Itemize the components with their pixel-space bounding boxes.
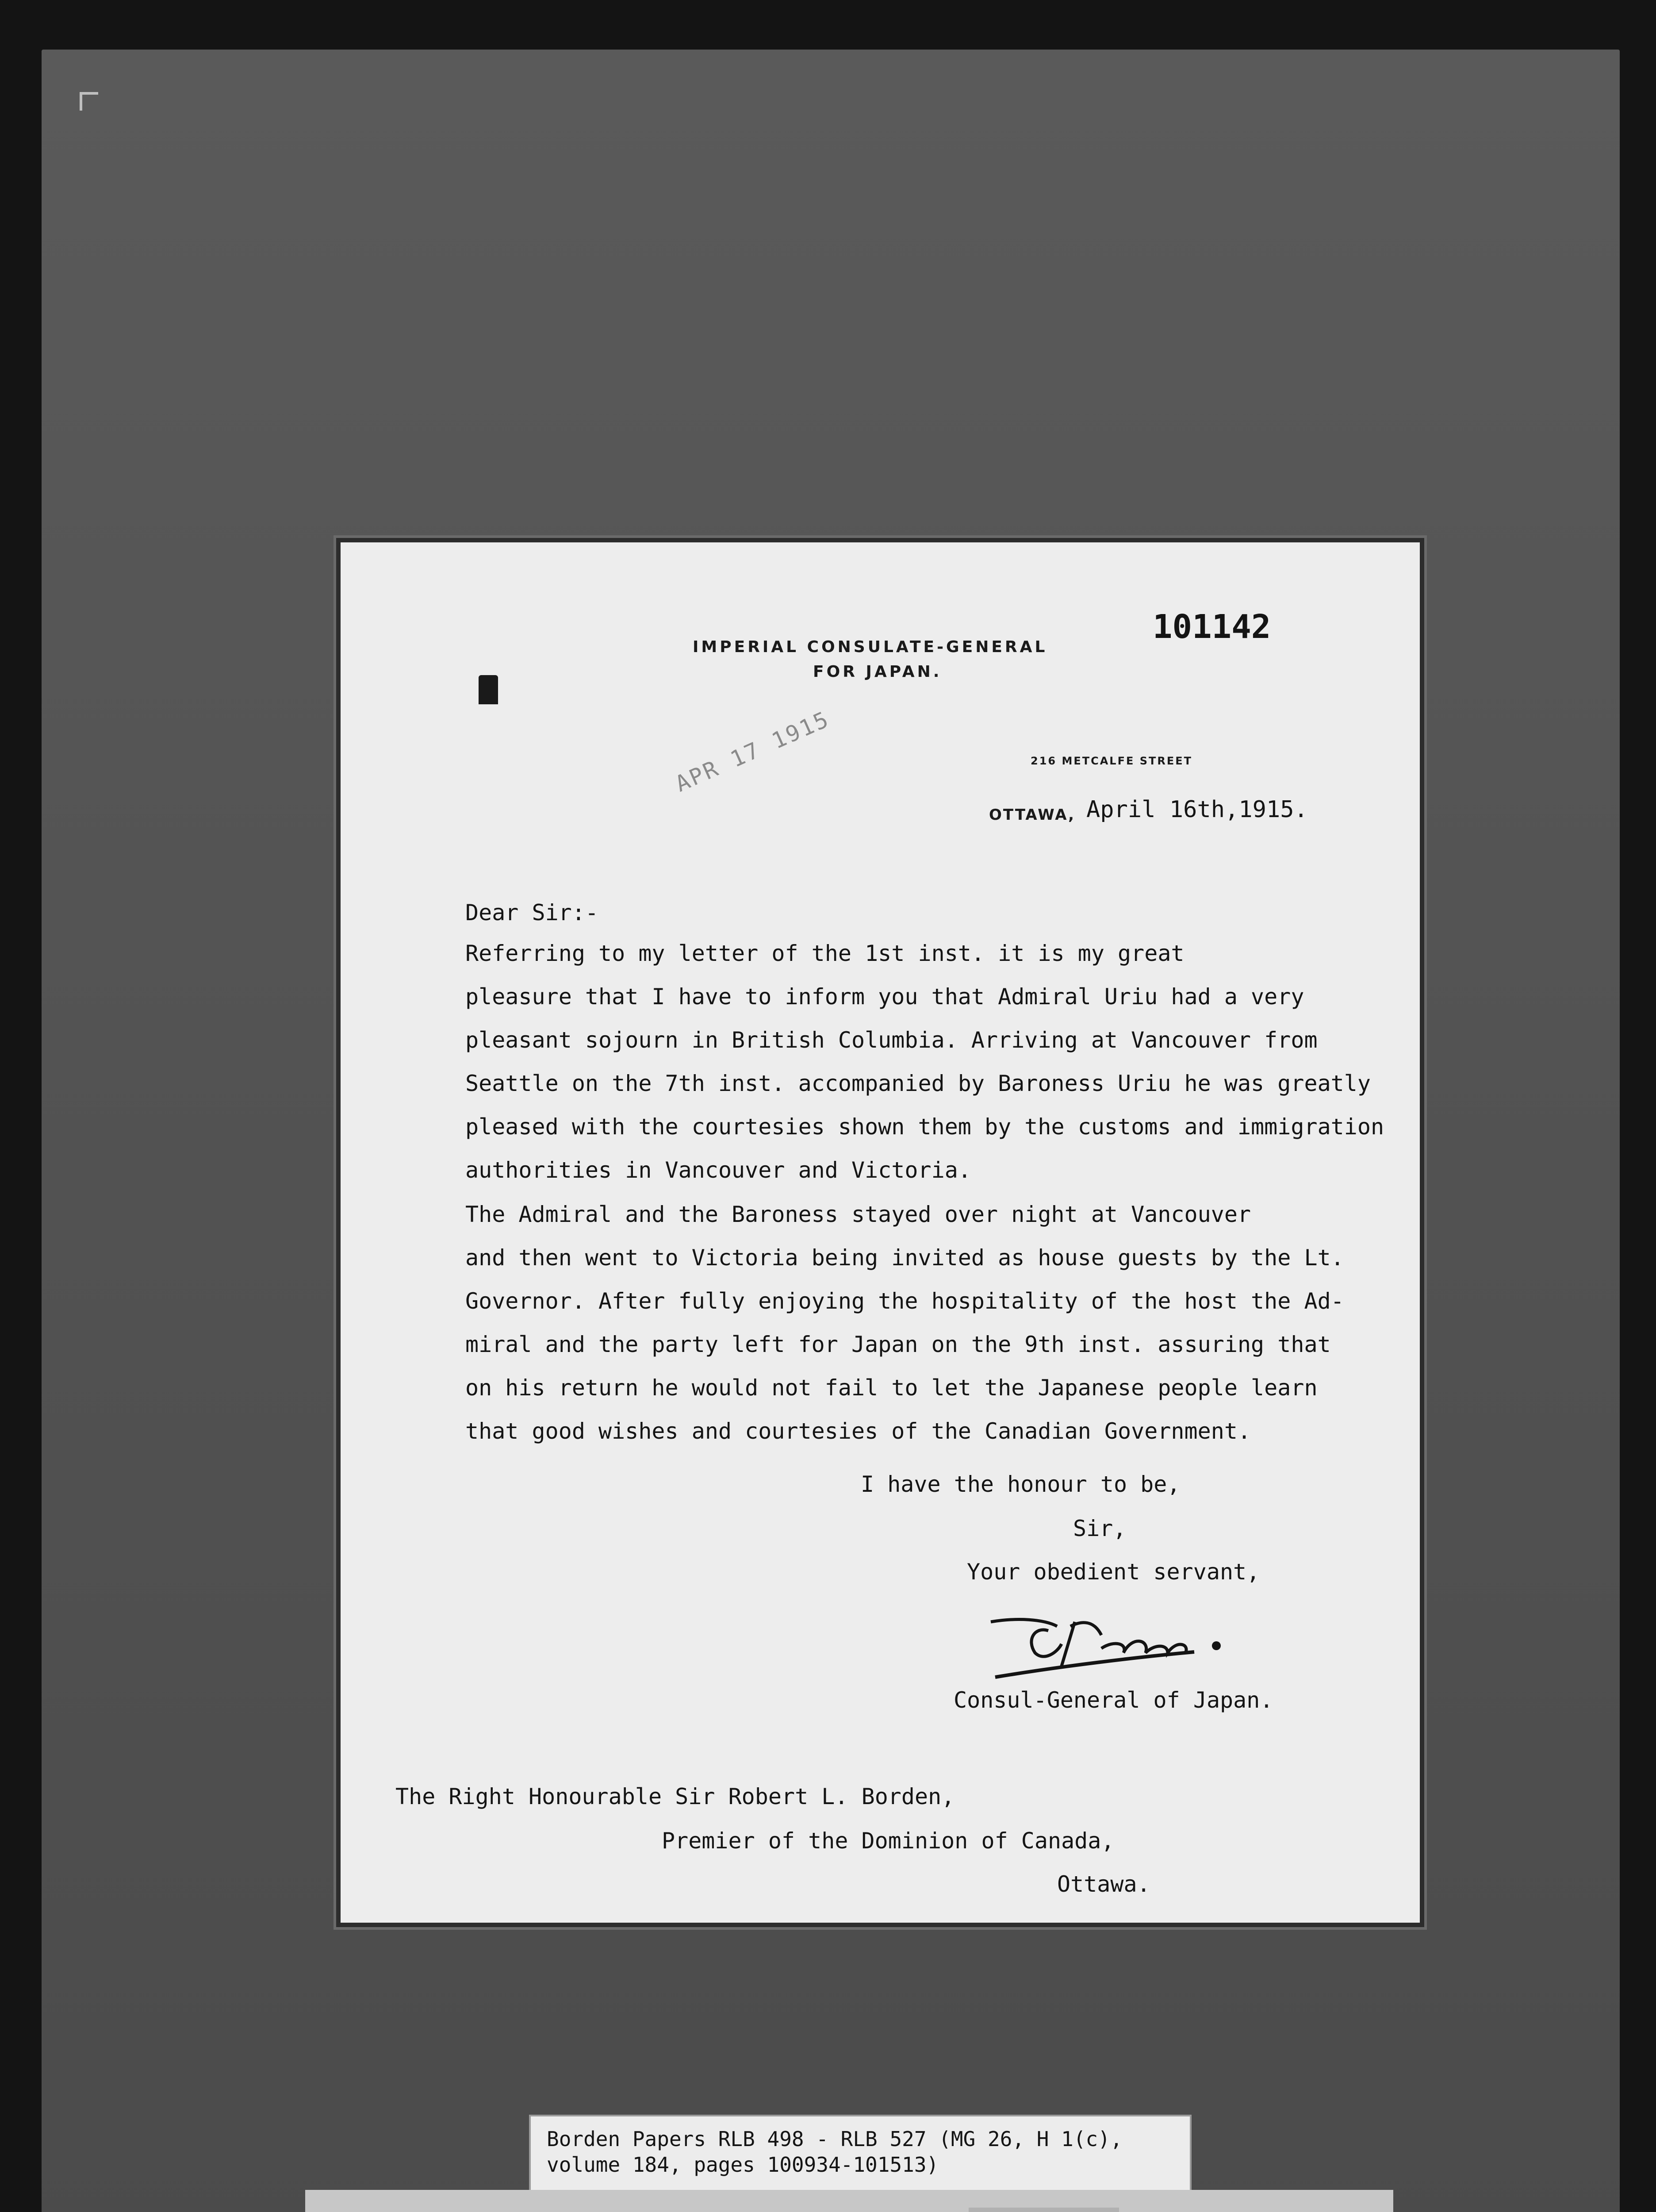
signature-icon [982,1600,1247,1684]
frame-corner-mark [80,92,98,111]
salutation: Dear Sir:- [465,900,599,926]
received-date-stamp: APR 17 1915 [671,706,834,797]
letter-body [465,941,1403,1560]
body-line: authorities in Vancouver and Victoria. [465,1157,971,1183]
reference-line-1: Borden Papers RLB 498 - RLB 527 (MG 26, H 1(c), [547,2127,1123,2151]
body-line: Referring to my letter of the 1st inst. it is my great [465,941,1184,966]
letterhead-line-1: IMPERIAL CONSULATE-GENERAL [693,638,1048,656]
closing-servant: Your obedient servant, [967,1559,1260,1585]
tape-strip [969,2208,1119,2212]
body-line: miral and the party left for Japan on the 9th inst. assuring that [465,1332,1331,1357]
street-address: 216 METCALFE STREET [1031,755,1193,767]
ribbon-mark-icon [479,675,498,704]
body-line: that good wishes and courtesies of the Canadian Government. [465,1418,1251,1444]
body-line: pleasure that I have to inform you that Admiral Uriu had a very [465,984,1304,1010]
letter-page [341,542,1420,1923]
place-name: OTTAWA, [989,806,1076,824]
closing-sir: Sir, [1073,1516,1127,1541]
body-line: Seattle on the 7th inst. accompanied by Baroness Uriu he was greatly [465,1071,1371,1096]
reference-line-2: volume 184, pages 100934-101513) [547,2153,939,2177]
letterhead-line-2: FOR JAPAN. [813,663,942,681]
body-line: pleased with the courtesies shown them by the customs and immigration [465,1114,1384,1140]
body-line: The Admiral and the Baroness stayed over night at Vancouver [465,1202,1251,1227]
body-line: and then went to Victoria being invited as house guests by the Lt. [465,1245,1344,1271]
addressee-name: The Right Honourable Sir Robert L. Borden, [395,1784,955,1809]
tape-strip [305,2190,1393,2212]
addressee-city: Ottawa. [1057,1871,1150,1897]
body-line: on his return he would not fail to let the Japanese people learn [465,1375,1318,1401]
signer-title: Consul-General of Japan. [954,1687,1273,1713]
letter-date: April 16th,1915. [1086,796,1308,823]
addressee-title: Premier of the Dominion of Canada, [662,1828,1115,1854]
closing-line: I have the honour to be, [861,1471,1181,1497]
archives-card [305,2190,1393,2212]
microfilm-reference-label [529,2115,1192,2193]
body-line: Governor. After fully enjoying the hospitality of the host the Ad- [465,1288,1344,1314]
body-line: pleasant sojourn in British Columbia. Arriving at Vancouver from [465,1027,1318,1053]
document-number: 101142 [1153,608,1271,646]
